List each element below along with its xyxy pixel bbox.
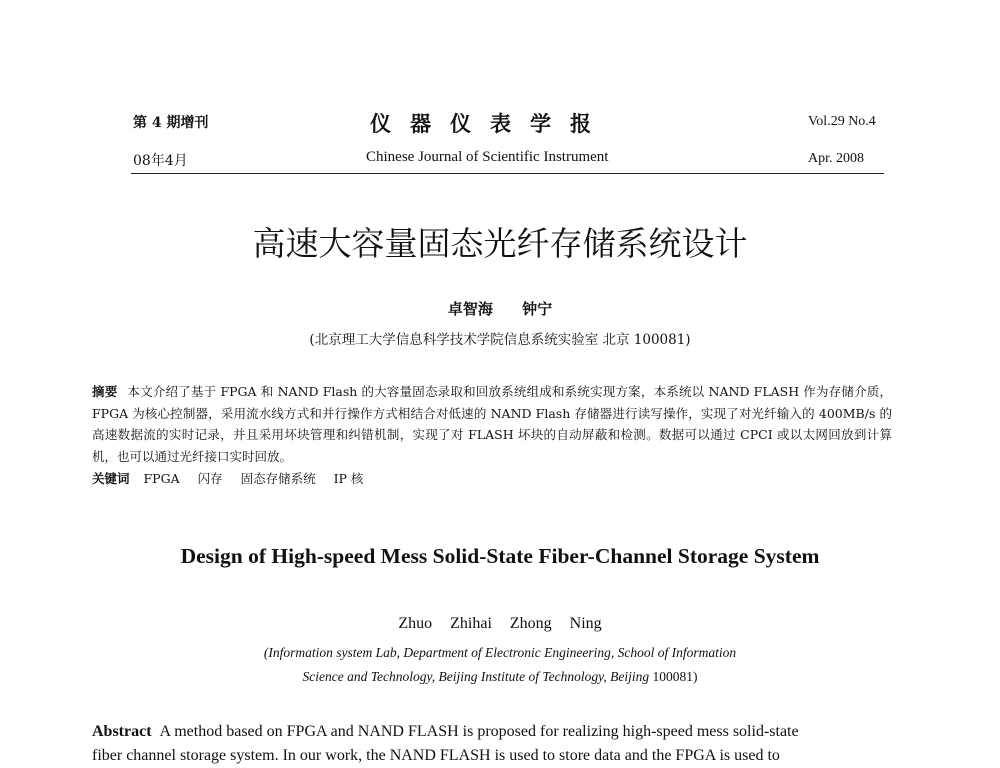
affiliation-en-line2-text: Science and Technology, Beijing Institute of Technology, Beijing (302, 669, 650, 684)
journal-date-en: Apr. 2008 (808, 151, 864, 166)
affiliation-en-line2 (0, 669, 1000, 685)
keyword: 闪存 (197, 471, 223, 486)
journal-name-en: Chinese Journal of Scientific Instrument (366, 149, 609, 165)
journal-volume: Vol.29 No.4 (808, 114, 876, 129)
abstract-en-line2: fiber channel storage system. In our work, the NAND FLASH is used to store data and the FPGA is used to (92, 747, 780, 764)
authors-en: Zhuo Zhihai Zhong Ning (398, 615, 602, 632)
affiliation-en-postcode: 100081) (652, 669, 698, 684)
affiliation-en-line1: (Information system Lab, Department of Electronic Engineering, School of Information (263, 645, 737, 660)
abstract-cn (92, 381, 892, 490)
affiliation-cn: (北京理工大学信息科学技术学院信息系统实验室 北京 100081) (309, 332, 691, 348)
abstract-en-label: Abstract (92, 723, 152, 740)
authors-cn: 卓智海 钟宁 (447, 300, 553, 318)
journal-date-cn: 08年4月 (133, 153, 188, 169)
keyword: FPGA (143, 471, 180, 486)
paper-title-cn: 高速大容量固态光纤存储系统设计 (252, 224, 748, 263)
keyword: 固态存储系统 (240, 471, 316, 486)
header-rule (131, 173, 884, 174)
abstract-cn-label: 摘要 (92, 384, 118, 399)
paper-title-en: Design of High-speed Mess Solid-State Fiber-Channel Storage System (180, 544, 820, 568)
keywords-cn-label: 关键词 (92, 471, 130, 486)
keyword: IP 核 (333, 471, 364, 486)
abstract-cn-text: 本文介绍了基于 FPGA 和 NAND Flash 的大容量固态录取和回放系统组成和系统实现方案，本系统以 NAND FLASH 作为存储介质，FPGA 为核心控制器，采用流水线方式和并行操作方式相结合对低速的 NAND Flash 存储器进行读写操作，实现了对光纤输入的 400MB/s 的高速数据流的实时记录，并且采用坏块管理和纠错机制，实现了对 FLASH 坏块的自动屏蔽和检测。数据可以通过 CPCI 或以太网回放到计算机，也可以通过光纤接口实时回放。 (92, 384, 892, 464)
abstract-en (92, 720, 892, 768)
keywords-cn (92, 468, 892, 490)
abstract-en-line1: A method based on FPGA and NAND FLASH is proposed for realizing high-speed mess solid-state (159, 723, 799, 740)
journal-name-cn: 仪器仪表学报 (370, 111, 610, 136)
journal-issue: 第 4 期增刊 (133, 115, 209, 131)
